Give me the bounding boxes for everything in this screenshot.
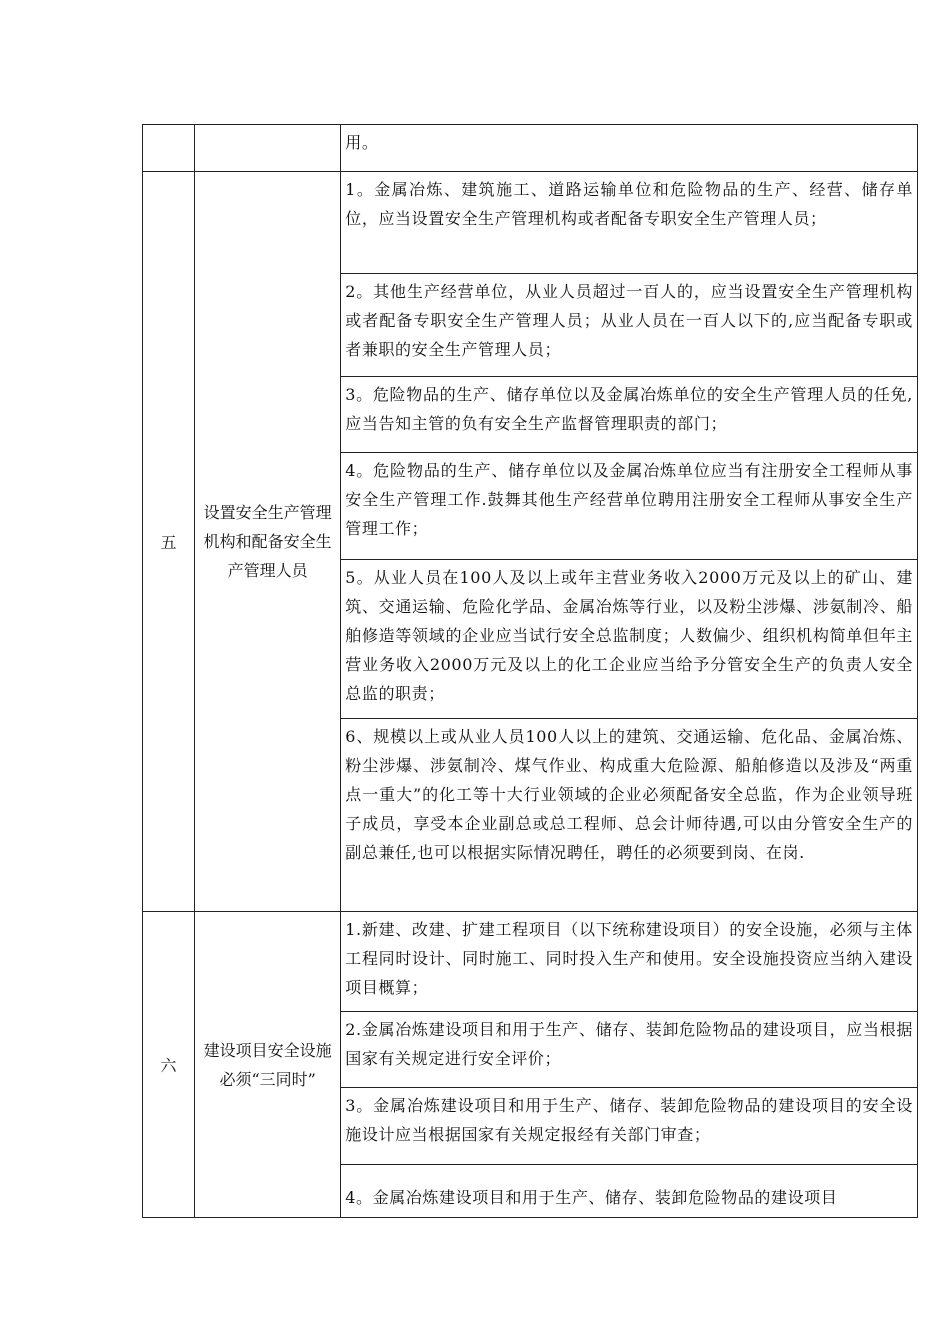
section-5-item-3: 3。危险物品的生产、储存单位以及金属冶炼单位的安全生产管理人员的任免,应当告知主管的负有安全生产监督管理职责的部门； (341, 377, 918, 453)
section-6-number: 六 (143, 912, 195, 1218)
section-6-item-3: 3。金属冶炼建设项目和用于生产、储存、装卸危险物品的建设项目的安全设施设计应当根据国家有关规定报经有关部门审查； (341, 1088, 918, 1165)
section-6-item-4: 4。金属冶炼建设项目和用于生产、储存、装卸危险物品的建设项目 (341, 1165, 918, 1218)
section-5-category: 设置安全生产管理机构和配备安全生产管理人员 (195, 172, 341, 912)
section-5-row (143, 172, 918, 274)
regulation-table (142, 124, 918, 1218)
section-5-item-5: 5。从业人员在100人及以上或年主营业务收入2000万元及以上的矿山、建筑、交通运输、危险化学品、金属冶炼等行业，以及粉尘涉爆、涉氨制冷、船舶修造等领域的企业应当试行安全总监制度；人数偏少、组织机构简单但年主营业务收入2000万元及以上的化工企业应当给予分管安全生产的负责人安全总监的职责； (341, 560, 918, 719)
section-5-number: 五 (143, 172, 195, 912)
continuation-number-cell (143, 125, 195, 172)
section-5-item-4: 4。危险物品的生产、储存单位以及金属冶炼单位应当有注册安全工程师从事安全生产管理工作.鼓舞其他生产经营单位聘用注册安全工程师从事安全生产管理工作； (341, 453, 918, 560)
section-6-category: 建设项目安全设施必须“三同时” (195, 912, 341, 1218)
section-6-item-2: 2.金属冶炼建设项目和用于生产、储存、装卸危险物品的建设项目，应当根据国家有关规定进行安全评价； (341, 1012, 918, 1088)
section-5-item-2: 2。其他生产经营单位，从业人员超过一百人的，应当设置安全生产管理机构或者配备专职安全生产管理人员；从业人员在一百人以下的,应当配备专职或者兼职的安全生产管理人员； (341, 274, 918, 377)
section-5-item-6: 6、规模以上或从业人员100人以上的建筑、交通运输、危化品、金属冶炼、粉尘涉爆、涉氨制冷、煤气作业、构成重大危险源、船舶修造以及涉及“两重点一重大”的化工等十大行业领域的企业必须配备安全总监，作为企业领导班子成员，享受本企业副总或总工程师、总会计师待遇,可以由分管安全生产的副总兼任,也可以根据实际情况聘任，聘任的必须要到岗、在岗. (341, 719, 918, 912)
section-5-item-1: 1。金属冶炼、建筑施工、道路运输单位和危险物品的生产、经营、储存单位，应当设置安全生产管理机构或者配备专职安全生产管理人员； (341, 172, 918, 274)
continuation-category-cell (195, 125, 341, 172)
continuation-row (143, 125, 918, 172)
section-6-item-1: 1.新建、改建、扩建工程项目（以下统称建设项目）的安全设施，必须与主体工程同时设计、同时施工、同时投入生产和使用。安全设施投资应当纳入建设项目概算； (341, 912, 918, 1012)
section-6-row (143, 912, 918, 1012)
continuation-text: 用。 (341, 125, 918, 172)
